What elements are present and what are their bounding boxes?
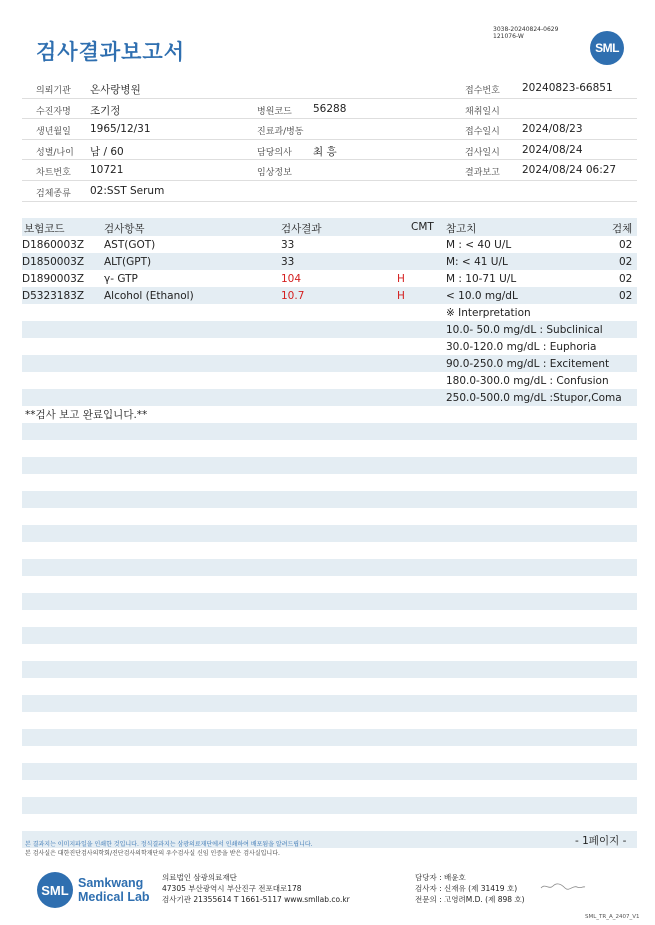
header-specimen: 검체 bbox=[612, 223, 633, 235]
receipt-date-value: 2024/08/23 bbox=[522, 123, 583, 136]
page-title: 검사결과보고서 bbox=[36, 40, 186, 64]
interpretation-line: 30.0-120.0 mg/dL : Euphoria bbox=[446, 341, 597, 353]
header-item: 검사항목 bbox=[104, 223, 145, 235]
patient-label: 수진자명 bbox=[36, 106, 71, 117]
institution-label: 의뢰기관 bbox=[36, 86, 71, 96]
form-code: SML_TR_A_2407_V1 bbox=[585, 914, 640, 920]
table-row bbox=[22, 288, 652, 305]
test-date-value: 2024/08/24 bbox=[522, 143, 583, 156]
stripe bbox=[22, 729, 637, 746]
row-reference: < 10.0 mg/dL bbox=[446, 290, 518, 302]
header-reference: 참고치 bbox=[446, 223, 477, 235]
chart-no-value: 10721 bbox=[90, 164, 124, 177]
info-row-3 bbox=[22, 119, 637, 140]
info-row-6 bbox=[22, 181, 637, 202]
row-flag: H bbox=[397, 273, 405, 285]
row-result: 10.7 bbox=[281, 290, 305, 302]
org-name: 의료법인 삼광의료재단 bbox=[162, 873, 237, 882]
stripe bbox=[22, 763, 637, 780]
chart-no-label: 차트번호 bbox=[36, 168, 71, 179]
row-code: D1860003Z bbox=[22, 239, 85, 251]
patient-info bbox=[22, 78, 637, 202]
row-code: D1890003Z bbox=[22, 273, 85, 285]
row-specimen: 02 bbox=[619, 239, 633, 251]
stripe bbox=[22, 593, 637, 610]
collection-date-label: 채취일시 bbox=[465, 106, 500, 117]
doctor-label: 담당의사 bbox=[257, 147, 292, 158]
clinical-label: 임상정보 bbox=[257, 168, 292, 179]
brand-name bbox=[78, 876, 150, 904]
sex-age-label: 성별/나이 bbox=[36, 147, 74, 158]
hospital-code-label: 병원코드 bbox=[257, 106, 292, 117]
disclaimer-certification: 본 검사실은 대한진단검사의학회/진단검사의학재단의 우수검사실 신임 인증을 받은 검사실입니다. bbox=[25, 850, 280, 857]
row-code: D5323183Z bbox=[22, 290, 85, 302]
stripe bbox=[22, 559, 637, 576]
specimen-type-label: 검체종류 bbox=[36, 188, 71, 199]
row-result: 33 bbox=[281, 256, 295, 268]
stripe bbox=[22, 661, 637, 678]
staff-specialist: 전문의 : 고영려M.D. (제 898 호) bbox=[415, 895, 525, 904]
results-table-header bbox=[22, 218, 637, 236]
doctor-value: 최 흥 bbox=[313, 145, 337, 158]
row-specimen: 02 bbox=[619, 273, 633, 285]
brand-line-2: Medical Lab bbox=[78, 890, 150, 904]
test-date-label: 검사일시 bbox=[465, 147, 500, 158]
header-cmt: CMT bbox=[411, 221, 434, 233]
document-code-line-1: 3038-20240824-0629 bbox=[493, 26, 559, 33]
info-row-4 bbox=[22, 140, 637, 161]
interpretation-line: 250.0-500.0 mg/dL :Stupor,Coma bbox=[446, 392, 622, 404]
disclaimer-image: 본 결과지는 이미지파일을 인쇄한 것입니다. 정식결과지는 삼광의료재단에서 인쇄하여 배포됨을 알려드립니다. bbox=[25, 841, 313, 848]
institution-value: 온사랑병원 bbox=[90, 84, 141, 96]
interpretation-line: 90.0-250.0 mg/dL : Excitement bbox=[446, 358, 610, 370]
sex-age-value: 남 / 60 bbox=[90, 145, 124, 158]
info-row-2 bbox=[22, 99, 637, 120]
row-result: 33 bbox=[281, 239, 295, 251]
brand-line-1: Samkwang bbox=[78, 876, 144, 890]
address: 47305 부산광역시 부산진구 전포대로178 bbox=[162, 884, 302, 893]
staff-tester: 검사자 : 신재유 (제 31419 호) bbox=[415, 884, 518, 893]
hospital-code-value: 56288 bbox=[313, 102, 347, 115]
info-row-1 bbox=[22, 78, 637, 99]
receipt-date-label: 접수일시 bbox=[465, 127, 500, 138]
stripe bbox=[22, 797, 637, 814]
row-reference: M : < 40 U/L bbox=[446, 239, 512, 251]
table-row bbox=[22, 237, 652, 254]
specimen-type-value: 02:SST Serum bbox=[90, 184, 165, 197]
row-flag: H bbox=[397, 290, 405, 302]
document-code-line-2: 121076-W bbox=[493, 33, 524, 40]
report-date-label: 결과보고 bbox=[465, 168, 500, 179]
completion-note: **검사 보고 완료입니다.** bbox=[25, 409, 148, 421]
row-specimen: 02 bbox=[619, 256, 633, 268]
row-item: AST(GOT) bbox=[104, 239, 156, 251]
row-result: 104 bbox=[281, 273, 302, 285]
sml-logo-footer: SML bbox=[37, 872, 73, 908]
stripe bbox=[22, 695, 637, 712]
staff-info bbox=[415, 872, 525, 905]
stripe bbox=[22, 457, 637, 474]
row-item: Alcohol (Ethanol) bbox=[104, 290, 194, 302]
row-item: γ- GTP bbox=[104, 273, 138, 285]
stripe bbox=[22, 525, 637, 542]
stripe bbox=[22, 491, 637, 508]
contact: 검사기관 21355614 T 1661-5117 www.smllab.co.kr bbox=[162, 895, 350, 904]
header-code: 보험코드 bbox=[24, 223, 65, 235]
row-reference: M: < 41 U/L bbox=[446, 256, 508, 268]
page-number: - 1페이지 - bbox=[575, 835, 627, 847]
table-row bbox=[22, 271, 652, 288]
sml-logo: SML bbox=[590, 31, 624, 65]
header-result: 검사결과 bbox=[281, 223, 322, 235]
dept-label: 진료과/병동 bbox=[257, 127, 304, 138]
lab-address bbox=[162, 872, 350, 905]
signature-image bbox=[540, 882, 586, 891]
document-code bbox=[493, 26, 583, 40]
birth-label: 생년월일 bbox=[36, 127, 71, 138]
interpretation-line: 180.0-300.0 mg/dL : Confusion bbox=[446, 375, 609, 387]
row-specimen: 02 bbox=[619, 290, 633, 302]
row-item: ALT(GPT) bbox=[104, 256, 152, 268]
birth-value: 1965/12/31 bbox=[90, 123, 151, 136]
receipt-no-value: 20240823-66851 bbox=[522, 82, 613, 94]
stripe bbox=[22, 423, 637, 440]
interpretation-line: 10.0- 50.0 mg/dL : Subclinical bbox=[446, 324, 603, 336]
receipt-no-label: 접수번호 bbox=[465, 86, 500, 96]
staff-manager: 담당자 : 배윤호 bbox=[415, 873, 466, 882]
row-code: D1850003Z bbox=[22, 256, 85, 268]
report-date-value: 2024/08/24 06:27 bbox=[522, 164, 617, 177]
table-row bbox=[22, 254, 652, 271]
interpretation-title: ※ Interpretation bbox=[446, 307, 531, 319]
info-row-5 bbox=[22, 160, 637, 181]
row-reference: M : 10-71 U/L bbox=[446, 273, 517, 285]
patient-value: 조기정 bbox=[90, 104, 121, 117]
stripe bbox=[22, 627, 637, 644]
